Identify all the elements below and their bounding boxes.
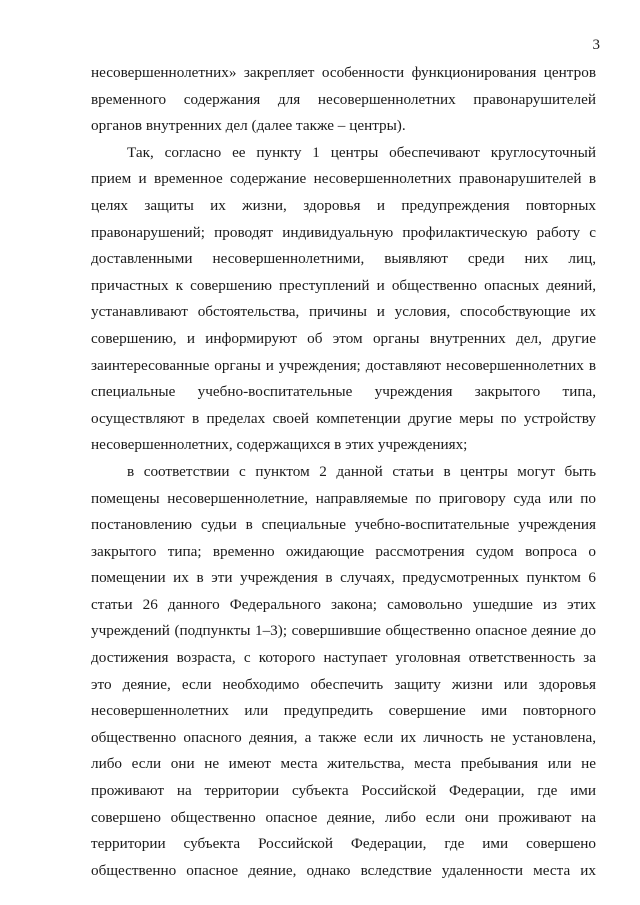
text-line: органов внутренних дел (далее также – центры). [91, 117, 406, 135]
text-line: это деяние, если необходимо обеспечить защиту жизни или здоровья [91, 675, 596, 693]
text-line: закрытого типа; временно ожидающие рассмотрения судом вопроса о [91, 542, 596, 560]
text-line: совершено общественно опасное деяние, либо если они проживают на [91, 808, 596, 826]
text-line: причастных к совершению преступлений и общественно опасных деяний, [91, 276, 596, 294]
text-line: специальные учебно-воспитательные учреждения закрытого типа, [91, 383, 596, 401]
text-line: правонарушений; проводят индивидуальную профилактическую работу с [91, 223, 596, 241]
text-line: постановлению судьи в специальные учебно-воспитательные учреждения [91, 516, 596, 534]
text-line: в соответствии с пунктом 2 данной статьи в центры могут быть [127, 462, 596, 480]
text-line: несовершеннолетних, содержащихся в этих учреждениях; [91, 436, 468, 454]
text-line: заинтересованные органы и учреждения; доставляют несовершеннолетних в [91, 356, 596, 374]
text-line: территории субъекта Российской Федерации, где ими совершено [91, 835, 596, 853]
text-line: целях защиты их жизни, здоровья и предупреждения повторных [91, 196, 596, 214]
text-line: несовершеннолетних или предупредить совершение ими повторного [91, 702, 596, 720]
body-text [91, 60, 596, 884]
text-line: либо если они не имеют места жительства, места пребывания или не [91, 755, 596, 773]
text-line: несовершеннолетних» закрепляет особенности функционирования центров [91, 64, 596, 81]
text-line: проживают на территории субъекта Российской Федерации, где ими [91, 782, 596, 800]
text-line: совершению, и информируют об этом органы внутренних дел, другие [91, 329, 596, 347]
page-number: 3 [592, 37, 600, 53]
text-line: учреждений (подпункты 1–3); совершившие общественно опасное деяние до [91, 622, 596, 640]
text-line: доставленными несовершеннолетними, выявляют среди них лиц, [91, 250, 596, 268]
text-line: Так, согласно ее пункту 1 центры обеспечивают круглосуточный [127, 143, 596, 161]
text-line: устанавливают обстоятельства, причины и условия, способствующие их [91, 303, 596, 321]
text-line: достижения возраста, с которого наступает уголовная ответственность за [91, 649, 596, 667]
text-line: временного содержания для несовершеннолетних правонарушителей [91, 90, 596, 108]
text-line: статьи 26 данного Федерального закона; самовольно ушедшие из этих [91, 595, 596, 613]
text-line: помещены несовершеннолетние, направляемые по приговору суда или по [91, 489, 596, 507]
text-line: прием и временное содержание несовершеннолетних правонарушителей в [91, 170, 596, 188]
text-line: общественно опасного деяния, а также если их личность не установлена, [91, 728, 596, 746]
text-line: общественно опасное деяние, однако вследствие удаленности места их [91, 861, 596, 879]
text-line: осуществляют в пределах своей компетенции другие меры по устройству [91, 409, 596, 427]
text-line: помещении их в эти учреждения в случаях, предусмотренных пунктом 6 [91, 569, 596, 587]
